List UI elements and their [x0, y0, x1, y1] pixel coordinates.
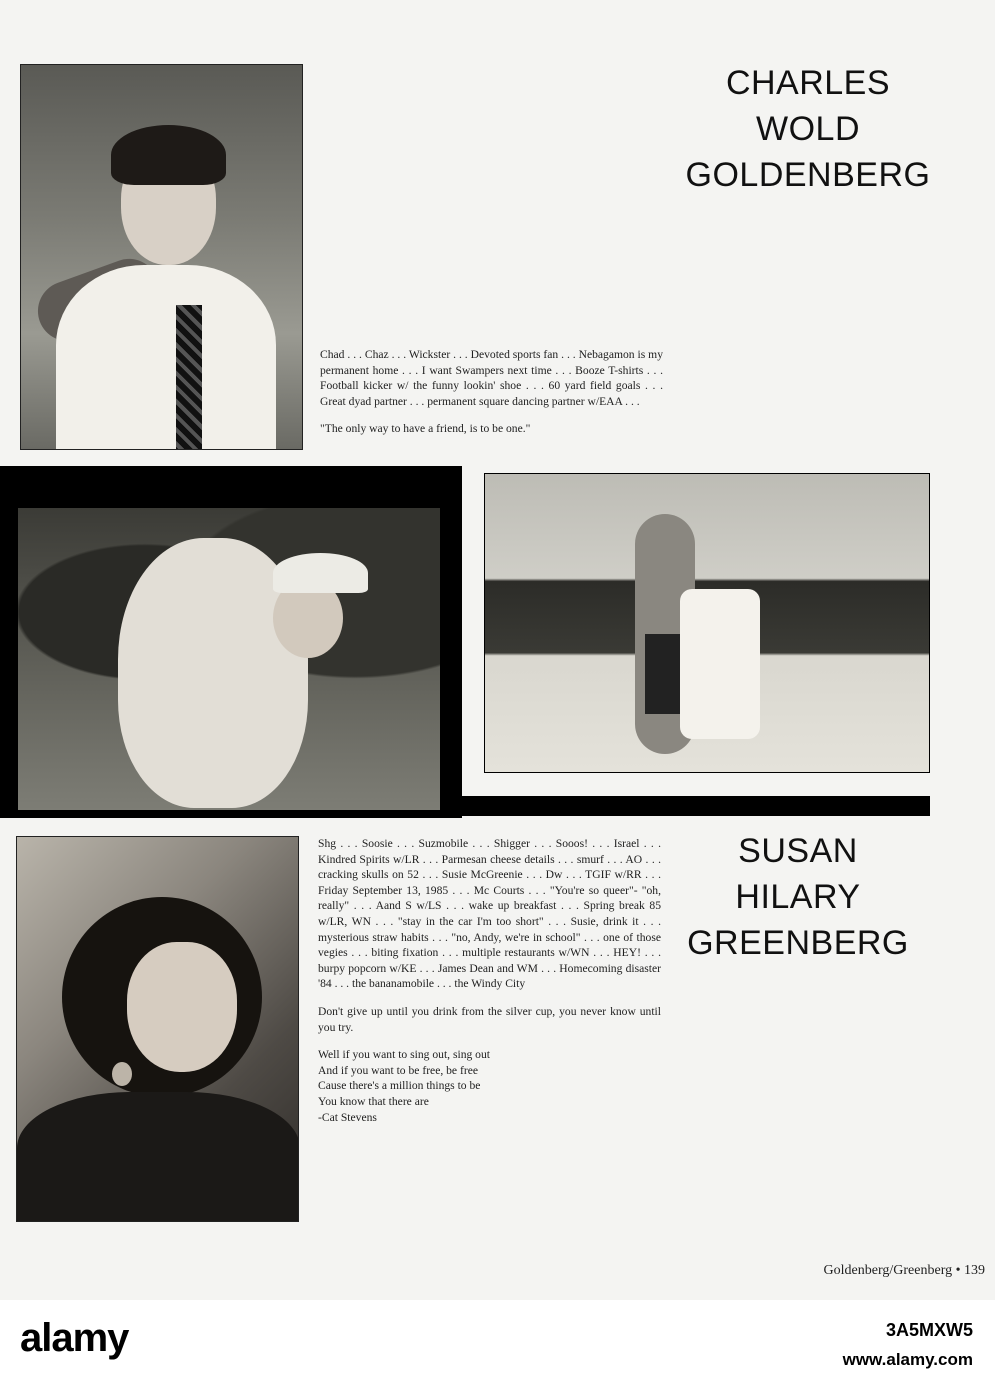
photo-detail-hair — [111, 125, 226, 185]
photo-detail-face — [127, 942, 237, 1072]
susan-portrait-photo — [16, 836, 299, 1222]
name-line: CHARLES — [725, 64, 891, 102]
charles-blurb-text: Chad . . . Chaz . . . Wickster . . . Devoted sports fan . . . Nebagamon is my permanent home . . . I want Swampers next time . . . Booze T-shirts . . . Football kicker w/ the funny lookin' shoe . . . 60 yard field goals . . . Great dyad partner . . . permanent square dancing partner w/EAA . . . — [320, 348, 663, 408]
susan-poem: Well if you want to sing out, sing out And if you want to be free, be free Cause there's a million things to be You know that there are -Cat Stevens — [318, 1048, 490, 1124]
watermark-bar — [0, 1300, 995, 1390]
watermark-image-id: 3A5MXW5 — [885, 1320, 973, 1340]
photo-detail-shirt — [56, 265, 276, 450]
watermark-url: www.alamy.com — [842, 1350, 973, 1369]
name-line: WOLD — [756, 110, 860, 148]
beach-candid-photo — [484, 473, 930, 773]
watermark-logo: alamy — [20, 1316, 129, 1360]
photo-detail-earring — [112, 1062, 132, 1086]
dog-candid-photo — [18, 508, 440, 810]
charles-portrait-photo — [20, 64, 303, 450]
name-line: GREENBERG — [687, 924, 909, 962]
charles-name-heading — [672, 60, 944, 198]
name-line: HILARY — [735, 878, 861, 916]
susan-quote: Don't give up until you drink from the silver cup, you never know until you try. — [318, 1004, 661, 1034]
susan-name-heading — [682, 828, 914, 966]
susan-blurb-text: Shg . . . Soosie . . . Suzmobile . . . Shigger . . . Sooos! . . . Israel . . . Kindred Spirits w/LR . . . Parmesan cheese details . . . smurf . . . AO . . . cracking skulls on 52 . . . Susie McGreenie . . . Dw . . . TGIF w/RR . . . Friday September 13, 1985 . . . Mc Courts . . . "You're so queer"- "oh, really" . . . Aand S w/LS . . . wake up breakfast . . . Spring break 85 w/LR, WN . . . "stay in the car I'm too short" . . . Susie, drink it . . . mysterious straw habits . . . "no, Andy, we're in school" . . . one of those vegies . . . biting fixation . . . multiple restaurants w/WN . . . HEY! . . . burpy popcorn w/KE . . . James Dean and WM . . . Homecoming disaster '84 . . . the bananamobile . . . the Windy City — [318, 837, 661, 991]
name-line: GOLDENBERG — [685, 156, 931, 194]
charles-blurb — [320, 347, 663, 449]
name-line: SUSAN — [738, 832, 858, 870]
black-frame-divider — [440, 466, 462, 816]
photo-detail-towel — [680, 589, 760, 739]
photo-detail-sweater — [17, 1092, 299, 1222]
charles-quote: "The only way to have a friend, is to be one." — [320, 422, 531, 436]
photo-detail-tie — [176, 305, 202, 450]
black-frame-bar — [462, 796, 930, 816]
susan-blurb — [318, 836, 661, 1137]
photo-detail-cap — [273, 553, 368, 593]
page-footer: Goldenberg/Greenberg • 139 — [823, 1263, 985, 1278]
